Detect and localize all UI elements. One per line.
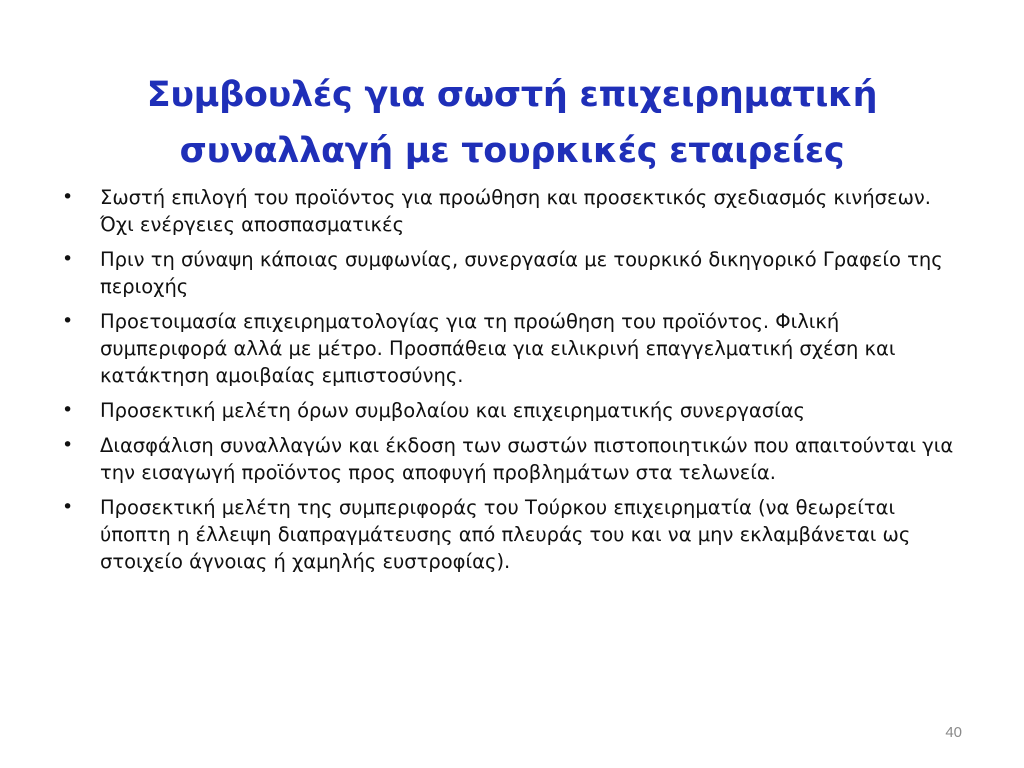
bullet-item-1	[60, 184, 970, 238]
page-number: 40	[945, 724, 962, 741]
bullet-dot-icon: •	[62, 248, 74, 270]
bullet-list	[60, 184, 970, 583]
bullet-text: Πριν τη σύναψη κάποιας συμφωνίας, συνεργασία με τουρκικό δικηγορικό Γραφείο της περιοχής	[100, 248, 943, 298]
bullet-dot-icon: •	[62, 399, 74, 421]
bullet-dot-icon: •	[62, 434, 74, 456]
bullet-item-4	[60, 397, 970, 424]
bullet-dot-icon: •	[62, 186, 74, 208]
bullet-item-5	[60, 432, 970, 486]
bullet-dot-icon: •	[62, 310, 74, 332]
bullet-text: Προετοιμασία επιχειρηματολογίας για τη προώθηση του προϊόντος. Φιλική συμπεριφορά αλλά με μέτρο. Προσπάθεια για ειλικρινή επαγγελματική σχέση και κατάκτηση αμοιβαίας εμπιστοσύνης.	[100, 310, 896, 387]
bullet-item-6	[60, 494, 970, 575]
bullet-text: Σωστή επιλογή του προϊόντος για προώθηση και προσεκτικός σχεδιασμός κινήσεων. Όχι ενέργειες αποσπασματικές	[100, 186, 931, 236]
slide-title-line-2: συναλλαγή με τουρκικές εταιρείες	[179, 131, 845, 172]
bullet-dot-icon: •	[62, 496, 74, 518]
slide-title	[60, 67, 964, 179]
bullet-item-2	[60, 246, 970, 300]
bullet-text: Προσεκτική μελέτη όρων συμβολαίου και επιχειρηματικής συνεργασίας	[100, 399, 805, 422]
bullet-text: Διασφάλιση συναλλαγών και έκδοση των σωστών πιστοποιητικών που απαιτούνται για την εισαγωγή προϊόντος προς αποφυγή προβλημάτων στα τελωνεία.	[100, 434, 954, 484]
bullet-item-3	[60, 308, 970, 389]
bullet-text: Προσεκτική μελέτη της συμπεριφοράς του Τούρκου επιχειρηματία (να θεωρείται ύποπτη η έλλειψη διαπραγμάτευσης από πλευράς του και να μην εκλαμβάνεται ως στοιχείο άγνοιας ή χαμηλής ευστροφίας).	[100, 496, 911, 573]
slide-title-line-1: Συμβουλές για σωστή επιχειρηματική	[146, 75, 878, 116]
